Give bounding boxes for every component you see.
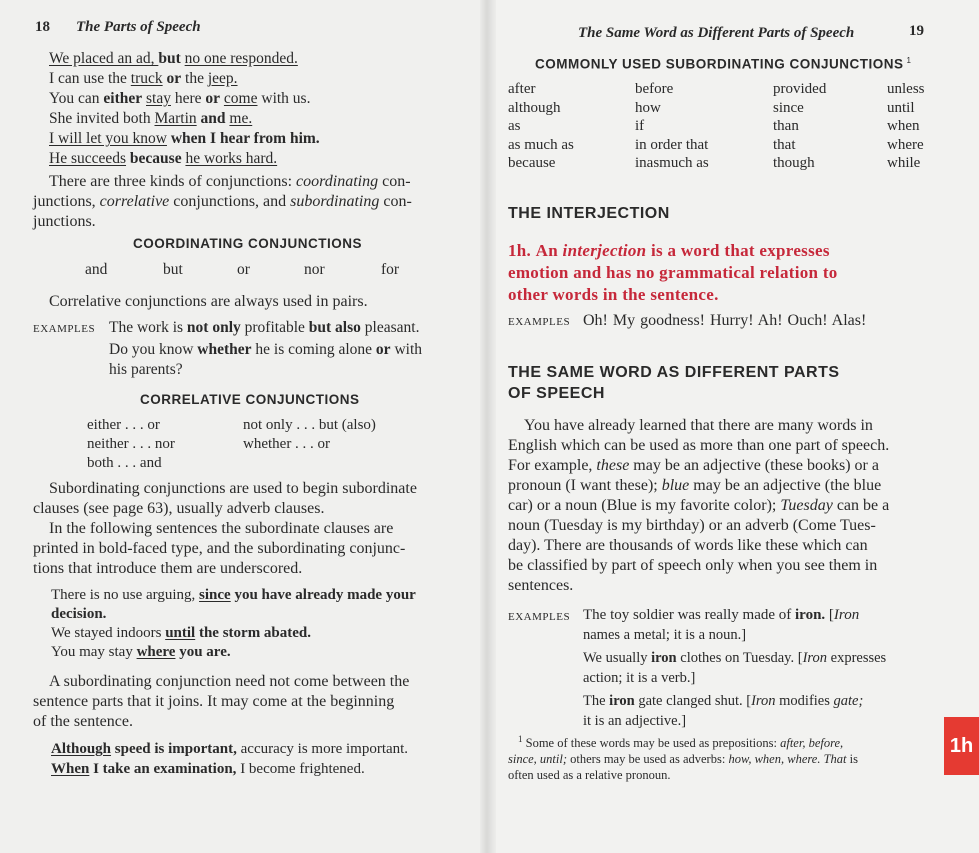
text-run: profitable: [240, 319, 309, 336]
text-run: Do you know: [109, 341, 198, 358]
example-line: [51, 759, 408, 779]
beginning-examples: [51, 739, 408, 779]
rule-line: [508, 262, 838, 284]
text-run: his parents?: [109, 361, 183, 378]
heading-line: THE SAME WORD AS DIFFERENT PARTS: [508, 364, 840, 381]
text-run: where: [136, 644, 176, 660]
coord-word: for: [381, 261, 400, 278]
text-run: con-: [379, 193, 412, 210]
left-page-number: 18: [35, 19, 50, 35]
table-cell: that: [773, 136, 796, 153]
example-line: [583, 712, 886, 732]
paragraph-line: [508, 456, 889, 476]
same-word-paragraph: [508, 416, 889, 596]
correlative-col-2: [243, 416, 376, 454]
footnote-line: [508, 767, 858, 783]
table-cell: since: [773, 99, 804, 116]
text-run: be classified by part of speech only when you see them in: [508, 557, 878, 574]
text-run: 1h.: [508, 241, 536, 260]
paragraph-line: sentence parts that it joins. It may come at the beginning: [33, 693, 395, 710]
text-run: I will let you know: [49, 130, 167, 147]
paragraph-line: [508, 536, 889, 556]
paragraph-line: In the following sentences the subordinate clauses are: [49, 520, 394, 537]
text-run: the: [181, 70, 208, 87]
text-run: English which can be used as more than one part of speech.: [508, 437, 890, 454]
text-run: stay: [146, 90, 171, 107]
correlative-intro: Correlative conjunctions are always used in pairs.: [49, 293, 368, 310]
table-col-2: [635, 80, 709, 173]
table-cell: when: [887, 118, 920, 134]
text-run: Tuesday: [780, 497, 833, 514]
text-run: noun (Tuesday is my birthday) or an adverb (Come Tues-: [508, 517, 876, 534]
text-run: until: [165, 625, 196, 641]
text-run: She invited both: [49, 110, 155, 127]
example-line: [109, 360, 422, 380]
text-run: subordinating: [290, 193, 380, 210]
example-line: [51, 586, 416, 605]
table-col-1: [508, 80, 574, 173]
interjection-heading: THE INTERJECTION: [508, 205, 670, 222]
example-line: [109, 318, 422, 338]
text-run: clothes on Tuesday. [: [676, 650, 803, 666]
text-run: expresses: [827, 650, 887, 666]
table-cell: before: [635, 81, 674, 97]
text-run: since, until;: [508, 752, 568, 767]
text-run: and: [196, 110, 226, 127]
text-run: but: [158, 50, 181, 67]
example-line: [51, 739, 408, 759]
table-cell: inasmuch as: [635, 155, 709, 171]
right-page: [487, 0, 979, 853]
text-run: When: [51, 761, 90, 777]
coord-word: but: [163, 261, 183, 278]
text-run: day). There are thousands of words like these which can: [508, 537, 868, 554]
text-run: He succeeds: [49, 150, 127, 167]
example-line: [49, 109, 320, 129]
example-line: [583, 626, 886, 646]
text-run: That: [823, 752, 847, 767]
text-run: con-: [378, 173, 411, 190]
text-run: Martin: [154, 110, 197, 127]
text-run: conjunctions, and: [169, 193, 291, 210]
text-run: accuracy is more important.: [236, 741, 409, 757]
text-run: For example,: [508, 457, 597, 474]
text-run: I become frightened.: [236, 761, 365, 777]
text-run: iron.: [795, 607, 826, 623]
placement-paragraph: [33, 672, 409, 732]
example-line: [49, 49, 320, 69]
text-run: correlative: [99, 193, 170, 210]
text-run: Although: [51, 741, 112, 757]
text-run: me.: [229, 110, 253, 127]
text-run: We placed an ad,: [49, 50, 159, 67]
text-run: junctions,: [33, 193, 100, 210]
text-run: iron: [651, 650, 677, 666]
table-cell: as much as: [508, 136, 574, 153]
table-heading-text: COMMONLY USED SUBORDINATING CONJUNCTIONS: [535, 56, 904, 72]
correlative-heading: CORRELATIVE CONJUNCTIONS: [140, 392, 360, 407]
paragraph-line: [508, 416, 889, 436]
text-run: sentences.: [508, 577, 574, 594]
text-run: others may be used as adverbs:: [567, 752, 729, 767]
text-run: no one responded.: [184, 50, 298, 67]
table-cell: because: [508, 155, 556, 171]
left-running-head: The Parts of Speech: [76, 19, 201, 35]
example-line: [51, 605, 416, 624]
interjection-examples: Oh! My goodness! Hurry! Ah! Ouch! Alas!: [583, 312, 867, 329]
subordinating-paragraph: [33, 479, 417, 579]
text-run: is: [846, 752, 858, 767]
example-line: [583, 649, 886, 669]
interjection-rule: [508, 240, 838, 306]
iron-examples: [583, 606, 886, 731]
paragraph-line: [508, 556, 889, 576]
text-run: truck: [130, 70, 163, 87]
coord-word: and: [85, 261, 108, 278]
paragraph-line: [33, 172, 412, 192]
rule-line: [508, 284, 838, 306]
paragraph-line: A subordinating conjunction need not come between the: [49, 673, 410, 690]
paragraph-line: [508, 516, 889, 536]
right-running-head: The Same Word as Different Parts of Speech: [578, 25, 855, 41]
text-run: may be an adjective (these books) or a: [629, 457, 879, 474]
text-run: or: [162, 70, 182, 87]
text-run: come: [223, 90, 258, 107]
text-run: because: [126, 150, 182, 167]
text-run: jeep.: [207, 70, 238, 87]
text-run: often used as a relative pronoun.: [508, 768, 671, 783]
text-run: but also: [308, 319, 361, 336]
coord-word: nor: [304, 261, 325, 278]
example-line: [583, 692, 886, 712]
text-run: [: [825, 607, 834, 623]
text-run: blue: [661, 477, 690, 494]
text-run: he works hard.: [185, 150, 278, 167]
paragraph-line: tions that introduce them are underscored.: [33, 560, 303, 577]
correlative-pair: not only . . . but (also): [243, 417, 376, 433]
example-line: [49, 89, 320, 109]
table-cell: although: [508, 99, 561, 116]
example-line: [583, 669, 886, 689]
text-run: Some of these words may be used as prepositions:: [522, 736, 781, 751]
text-run: Iron: [802, 650, 828, 666]
text-run: You can: [49, 90, 104, 107]
example-line: [583, 606, 886, 626]
correlative-pair: neither . . . nor: [87, 436, 175, 452]
example-line: [49, 129, 320, 149]
text-run: may be an adjective (the blue: [689, 477, 882, 494]
text-run: I can use the: [49, 70, 131, 87]
text-run: he is coming alone: [251, 341, 376, 358]
correlative-pair: both . . . and: [87, 455, 162, 471]
examples-label: EXAMPLES: [508, 611, 571, 623]
example-line: [49, 69, 320, 89]
coordinating-heading: COORDINATING CONJUNCTIONS: [133, 236, 363, 251]
table-cell: while: [887, 155, 921, 171]
text-run: with: [390, 341, 422, 358]
text-run: you have already made your: [230, 587, 416, 603]
kinds-paragraph: [33, 172, 412, 232]
footnote-line: [508, 731, 858, 751]
correlative-pair: whether . . . or: [243, 436, 331, 452]
conjunction-examples: [49, 49, 320, 169]
subordinating-table-heading: [535, 56, 911, 72]
text-run: names a metal; it is a noun.]: [583, 626, 747, 643]
text-run: We stayed indoors: [51, 625, 166, 641]
text-run: it is an adjective.]: [583, 712, 687, 729]
footnote: [508, 731, 858, 783]
text-run: pleasant.: [360, 319, 420, 336]
text-run: here: [170, 90, 206, 107]
examples-label: EXAMPLES: [33, 323, 96, 335]
text-run: Iron: [751, 693, 776, 709]
table-cell: how: [635, 99, 661, 116]
coord-word: or: [237, 261, 250, 278]
text-run: emotion and has no grammatical relation to: [508, 263, 838, 282]
correlative-pair: either . . . or: [87, 417, 160, 433]
text-run: junctions.: [33, 213, 96, 230]
text-run: or: [205, 90, 221, 107]
text-run: We usually: [583, 650, 652, 666]
left-page: [0, 0, 487, 853]
text-run: action; it is a verb.]: [583, 669, 696, 686]
table-cell: than: [773, 118, 799, 134]
paragraph-line: [508, 436, 889, 456]
correlative-col-1: [87, 416, 175, 473]
text-run: these: [596, 457, 630, 474]
text-run: not only: [186, 319, 241, 336]
example-line: [49, 149, 320, 169]
text-run: how, when, where.: [728, 752, 821, 767]
text-run: can be a: [832, 497, 890, 514]
same-word-heading: [508, 362, 840, 404]
table-cell: unless: [887, 81, 925, 97]
footnote-marker: 1: [906, 56, 912, 65]
paragraph-line: [508, 476, 889, 496]
text-run: You may stay: [51, 644, 137, 660]
text-run: gate;: [833, 693, 864, 709]
table-cell: until: [887, 99, 915, 116]
text-run: other words in the sentence.: [508, 285, 719, 304]
right-page-number: 19: [909, 23, 924, 39]
paragraph-line: Subordinating conjunctions are used to begin subordinate: [49, 480, 417, 497]
table-cell: though: [773, 155, 815, 171]
text-run: you are.: [175, 644, 231, 660]
example-line: [51, 643, 416, 662]
table-cell: where: [887, 136, 924, 153]
text-run: the storm abated.: [195, 625, 312, 641]
paragraph-line: printed in bold-faced type, and the subordinating conjunc-: [33, 540, 406, 557]
subordinate-examples: [51, 586, 416, 662]
text-run: decision.: [51, 606, 107, 622]
text-run: gate clanged shut. [: [634, 693, 752, 709]
text-run: either: [103, 90, 143, 107]
text-run: interjection: [562, 241, 647, 260]
example-line: [51, 624, 416, 643]
text-run: after, before,: [780, 736, 844, 751]
footnote-line: [508, 751, 858, 767]
table-col-3: [773, 80, 826, 173]
text-run: There is no use arguing,: [51, 587, 200, 603]
text-run: The work is: [109, 319, 187, 336]
table-cell: provided: [773, 81, 827, 97]
text-run: or: [375, 341, 391, 358]
paragraph-line: of the sentence.: [33, 713, 133, 730]
table-cell: after: [508, 81, 536, 97]
text-run: I take an examination,: [89, 761, 237, 777]
text-run: whether: [197, 341, 252, 358]
paragraph-line: [33, 192, 412, 212]
text-run: iron: [609, 693, 635, 709]
table-cell: if: [635, 118, 645, 134]
book-gutter: [480, 0, 496, 853]
text-run: car) or a noun (Blue is my favorite color);: [508, 497, 781, 514]
text-run: coordinating: [296, 173, 379, 190]
paragraph-line: [508, 496, 889, 516]
text-run: The: [583, 693, 610, 709]
text-run: An: [535, 241, 563, 260]
text-run: is a word that expresses: [646, 241, 830, 260]
paragraph-line: [508, 576, 889, 596]
text-run: when I hear from him.: [166, 130, 320, 147]
paragraph-line: [33, 212, 412, 232]
paragraph-line: clauses (see page 63), usually adverb clauses.: [33, 500, 325, 517]
heading-line: OF SPEECH: [508, 385, 605, 402]
text-run: You have already learned that there are many words in: [524, 417, 873, 434]
text-run: pronoun (I want these);: [508, 477, 662, 494]
examples-label: EXAMPLES: [508, 316, 571, 328]
text-run: modifies: [775, 693, 834, 709]
text-run: There are three kinds of conjunctions:: [49, 173, 297, 190]
table-cell: as: [508, 118, 521, 134]
text-run: with us.: [257, 90, 311, 107]
text-run: since: [199, 587, 231, 603]
table-cell: in order that: [635, 136, 709, 153]
rule-line: [508, 240, 838, 262]
text-run: Iron: [833, 607, 860, 623]
correlative-examples: [109, 318, 422, 380]
table-col-4: [887, 80, 925, 173]
section-thumb-tab: 1h: [944, 717, 979, 775]
text-run: The toy soldier was really made of: [583, 607, 796, 623]
text-run: speed is important,: [111, 741, 237, 757]
text-run: 1: [518, 734, 523, 744]
example-line: [109, 340, 422, 360]
